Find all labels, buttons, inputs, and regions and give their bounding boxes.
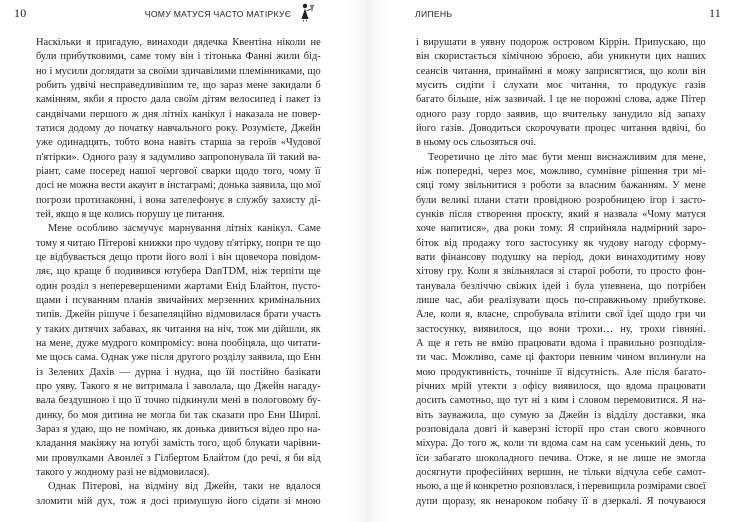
text-line-row [36,452,321,466]
text-line: мусить сидіти і слухати моє читання, то продукує газів [416,79,706,91]
text-line: це відбувається дещо проти його волі і він щовечора повідом- [36,251,321,263]
text-line-row [36,466,321,480]
text-line-row [36,294,321,308]
text-line: у таких дитячих забавах, як читання на ніч, тож ми дійшли, як [36,323,321,335]
text-line: Наскільки я пригадую, винаходи дядечка Квентіна ніколи не [36,37,321,48]
text-line-row [416,108,706,122]
text-line: сунків після створення проєкту, який я назвала «Чому матуся [416,208,706,220]
text-line: погрози протизаконні, і вона зателефонує в службу захисту ді- [36,194,321,206]
text-line: дупи щоразу, як ненароком побачу її в дзеркалі. Я почуваюся [416,495,706,507]
text-line: Мене особливо засмучує марнування літніх канікул. Саме [48,223,321,235]
text-line: лише час, аби реалізувати щось по-справжньому прибуткове. [416,294,706,306]
text-line-row [416,495,706,509]
text-line-row [36,337,321,351]
text-line-row [416,323,706,337]
text-line-row [416,280,706,294]
text-line-row [416,423,706,437]
text-line-row [36,495,321,509]
text-line: були великі плани стати провідною розробницею ігор і засто- [416,194,706,206]
text-line-row [36,65,321,79]
text-line-row [36,437,321,451]
text-line-row [416,79,706,93]
text-line: біток від продажу того застосунку як чудову нагоду сформу- [416,237,706,249]
text-line-row [36,366,321,380]
text-line-row [416,36,706,50]
running-head-chapter: ЛИПЕНЬ [415,9,453,19]
text-line-row [36,79,321,93]
text-line: розповідала довгі й каверзні історії про стан свого жовчного [416,423,706,435]
page-number-left: 10 [14,6,27,20]
text-line: хітову гру. Коли я звільнялася зі старої роботи, то просто фон- [416,266,706,278]
text-line-row [416,194,706,208]
text-line: ме щось сама. Однак уже після другого розділу заявила, що Енн [36,352,321,364]
text-line-row [416,409,706,423]
text-line: Зараз я удаю, що не помічаю, як донька дивиться відео про на- [36,423,321,435]
text-line-row [36,194,321,208]
text-line: уже одинадцять, тобто вона навіть старша за героїв «Чудової [36,137,321,149]
paragraph [416,36,706,151]
text-line-row [36,179,321,193]
text-line-row [36,50,321,64]
text-line-row [36,122,321,136]
text-line-row [416,437,706,451]
text-line-row [416,452,706,466]
text-line-row [416,351,706,365]
text-line: мою продуктивність, точніше її відсутність. Але після багато- [416,366,706,378]
text-line: ніж попередні, через моє, можливо, сумнівне рішення три мі- [416,165,706,177]
text-line-row [36,308,321,322]
text-line-row [36,93,321,107]
text-line-row [36,237,321,251]
right-page-text [416,36,706,509]
text-line-row [416,251,706,265]
text-line-row [416,151,706,165]
text-line: кладання макіяжу на ютубі замість того, щоб блукати чарівни- [36,438,321,450]
text-line-row [416,294,706,308]
text-line: із Зелених Дахів — дурна і нудна, що їй постійно базікати [36,366,321,378]
text-line: ми провулками Авонлеї з Гілбертом Блайтом (до речі, я би від [36,452,321,464]
text-line: робить удвічі несправедливішим те, що зараз мене закидали б [36,79,321,91]
text-line: п'ятірки». Одного разу я задумливо запропонувала їй такий ва- [36,151,321,163]
text-line: Але, коли я, власне, спробувала втілити свої ідеї щодо гри чи [416,309,706,321]
text-line-row [416,222,706,236]
text-line-row [416,165,706,179]
text-line: його газів. Доводиться скорочувати процес читання вдвічі, бо [416,122,706,134]
text-line: Теоретично це літо має бути менш виснажливим для мене, [428,151,706,163]
text-line: А ще я геть не вмію працювати вдома і правильно розподіля- [416,337,706,349]
text-line: сяці тому звільнитися з роботи за власним бажанням. У мене [416,180,706,192]
text-line-row [416,308,706,322]
text-line: ти час. Можливо, саме ці фактори певним чином вплинули на [416,352,706,364]
text-line: одного разу гордо заявив, що вчительку занудило від запаху [416,108,706,120]
text-line-row [416,208,706,222]
text-line: танувала безліччю свіжих ідей і була упевнена, що потрібен [416,280,706,292]
text-line-row [36,208,321,222]
text-line: щами і псуванням планів звичайних мерзенних кримінальних [36,294,321,306]
text-line-row [416,50,706,64]
text-line: застосунку, виявилося, що вони трохи… ну, трохи гівняні. [416,323,706,335]
text-line-row [36,394,321,408]
text-line-row [416,394,706,408]
text-line-row [416,466,706,480]
text-line: досягнути професійних вершин, не тільки відчула себе самот- [416,466,706,478]
paragraph [36,36,321,222]
text-line-row [36,165,321,179]
text-line-row [416,65,706,79]
text-line: сандвічами першого ж дня літніх канікул і наказала не повер- [36,108,321,120]
text-line-row [36,423,321,437]
paragraph [416,151,706,509]
text-line: динку, бо моя дитина не могла би так сказати про Енн Ширлі. [36,409,321,421]
text-line: камінням, якби я просто дала своїм дітям велосипед і пакет із [36,94,321,106]
text-line: на мене, дуже мудрого компромісу: вона пообіцяла, що читати- [36,337,321,349]
text-line: вати фінансову подушку на період, доки винаходитиму нову [416,251,706,263]
text-line: міхура. До того ж, коли ти вдома сам на сам усенький день, то [416,438,706,450]
left-page-text [36,36,321,509]
text-line: він скористається хімічною зброєю, аби уникнути цих наших [416,51,706,63]
text-line-row [416,179,706,193]
paragraph [36,480,321,509]
text-line: досі не можна вести акаунт в інстаграмі; донька заявила, що мої [36,180,321,192]
text-line: зломити мій дух, тож я досі примушую його сідати зі мною [36,495,321,507]
text-line: були прибутковими, саме тому він і тітонька Фанні жили бід- [36,51,321,63]
woman-figure-icon [297,2,319,22]
text-line: багато більше, ніж зазвичай. І це не порожні слова, адже Пітер [416,94,706,106]
text-line: сеансів читання, принаймні я можу заприсягтися, що коли він [416,65,706,77]
text-line-row [36,251,321,265]
text-line: один розділ з неперевершеними жартами Енід Блайтон, пусто- [36,280,321,292]
text-line-row [416,265,706,279]
text-line-row [416,366,706,380]
text-line: татися додому до початку навчального року. Розумієте, Джейн [36,122,321,134]
text-line-row [36,323,321,337]
text-line: такого у жодному разі не відмовилася). [36,466,210,478]
text-line: їси забагато шоколадного печива. Отже, я не лише не змогла [416,452,706,464]
text-line: ріант, саме посеред нашої чергової сварки щодо того, чому її [36,165,321,177]
text-line-row [416,237,706,251]
text-line: і вирушати в уявну подорож островом Кіррін. Припускаю, що [416,37,706,48]
text-line-row [416,480,706,494]
text-line: в ньому ось сльозяться очі. [416,137,537,149]
text-line-row [416,380,706,394]
text-line-row [36,351,321,365]
text-line: річних мрій утекти з офісу виявилося, що вдома працювати [416,380,706,392]
text-line: хоче напитися», два роки тому. Я сприйняла надмірний заро- [416,223,706,235]
text-line: ньою, а ще й конкретно розповзлася, і перевищила розмірами своєї [416,481,706,493]
paragraph [36,222,321,480]
text-line: про уяву. Такого я не витримала і заволала, що Джейн нагаду- [36,380,321,392]
book-gutter-shadow [345,0,390,522]
text-line-row [36,136,321,150]
text-line-row [36,409,321,423]
text-line-row [36,151,321,165]
text-line-row [36,480,321,494]
running-head-book-title: ЧОМУ МАТУСЯ ЧАСТО МАТІРКУЄ [144,9,292,19]
text-line: віть зауважила, що сумую за Джейн із відділу доставки, яка [416,409,706,421]
text-line-row [36,222,321,236]
text-line: Однак Пітерові, на відміну від Джейн, таки не вдалося [48,481,321,493]
text-line: ляє, що краще б подивився ютубера DanTDM, ніж терпіти ще [36,266,321,278]
text-line: тей, якщо я ще колись порушу це питання. [36,208,225,220]
text-line-row [36,280,321,294]
text-line-row [36,380,321,394]
text-line: но і мусили доглядати за своїми здичавілими племінниками, що [36,65,321,77]
text-line-row [416,337,706,351]
text-line-row [416,136,706,150]
text-line-row [36,108,321,122]
text-line-row [416,122,706,136]
text-line: типів. Джейн рішуче і безапеляційно відмовилася брати участь [36,309,321,321]
text-line: тому я читаю Пітерові книжки про чудову п'ятірку, попри те що [36,237,321,249]
page-number-right: 11 [709,6,721,20]
text-line-row [416,93,706,107]
text-line-row [36,36,321,50]
text-line-row [36,265,321,279]
text-line: досить самотньо, що тут ні з ким і словом перемовитися. Я на- [416,395,706,407]
text-line: вала бездушною і що її точно підкинули мені в пологовому бу- [36,395,321,407]
